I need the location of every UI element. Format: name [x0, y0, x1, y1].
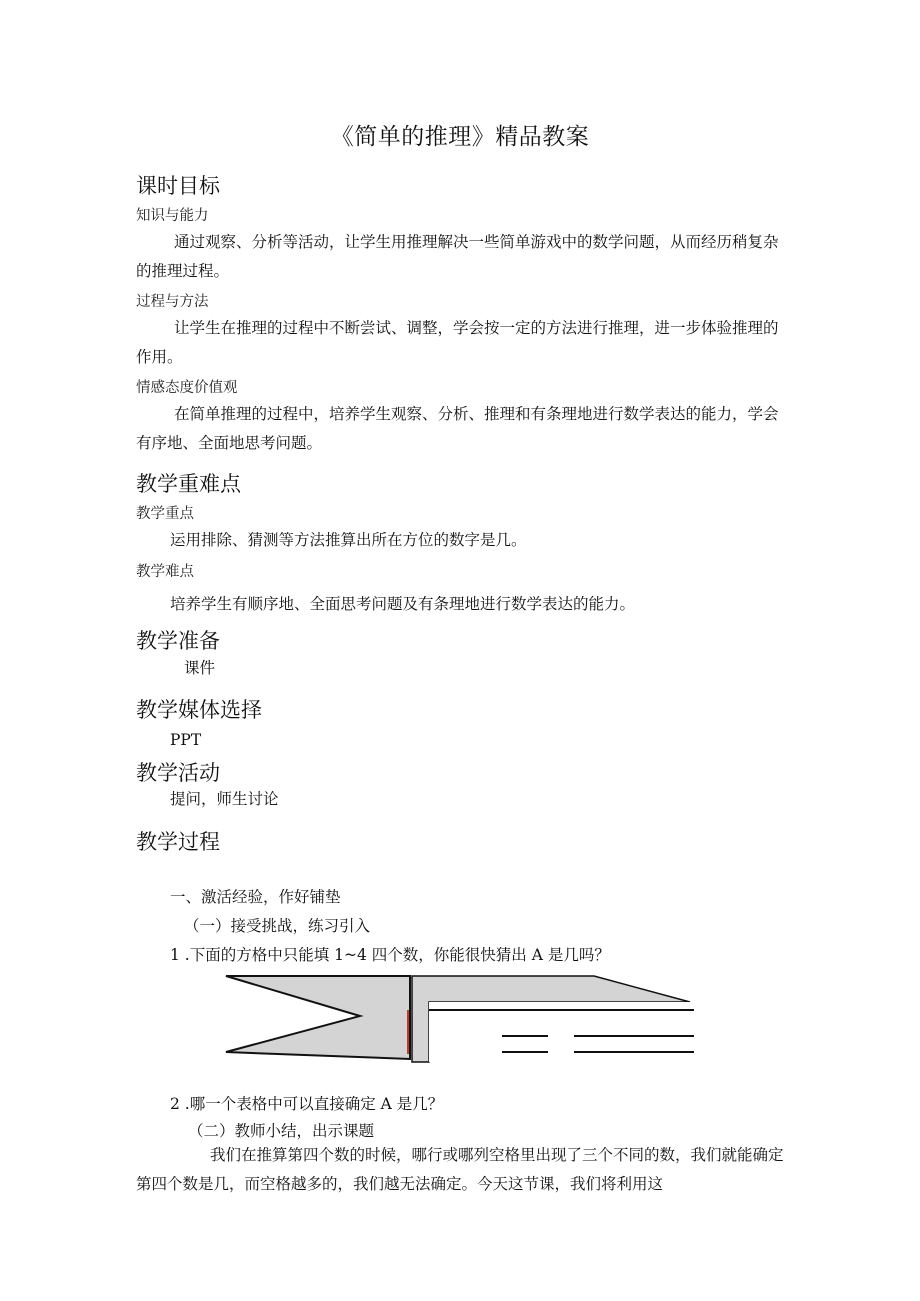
text-summary [136, 1141, 786, 1199]
text-key: 运用排除、猜测等方法推算出所在方位的数字是几。 [170, 531, 527, 549]
figure-left-shape [226, 976, 410, 1059]
heading-media: 教学媒体选择 [136, 698, 262, 722]
text-step1: 一、激活经验，作好铺垫 [170, 888, 341, 906]
text-question-1: 1 .下面的方格中只能填 1~4 四个数，你能很快猜出 A 是几吗？ [170, 946, 610, 964]
text-step2-sub: （二）教师小结，出示课题 [188, 1122, 375, 1140]
label-difficulty: 教学难点 [136, 564, 194, 580]
label-knowledge: 知识与能力 [136, 208, 209, 224]
document-title: 《简单的推理》精品教案 [330, 124, 590, 150]
heading-goals: 课时目标 [136, 174, 220, 198]
text-prep: 课件 [184, 659, 216, 677]
text-process-content: 让学生在推理的过程中不断尝试、调整，学会按一定的方法进行推理，进一步体验推理的作用。 [136, 319, 779, 366]
text-summary-content: 我们在推算第四个数的时候，哪行或哪列空格里出现了三个不同的数，我们就能确定第四个数是几，而空格越多的，我们越无法确定。今天这节课，我们将利用这 [136, 1146, 784, 1193]
text-knowledge [136, 228, 786, 286]
puzzle-figure [224, 972, 696, 1068]
heading-prep: 教学准备 [136, 629, 220, 653]
text-step1-sub: （一）接受挑战，练习引入 [184, 917, 371, 935]
text-question-2: 2 .哪一个表格中可以直接确定 A 是几？ [170, 1095, 444, 1113]
heading-activity: 教学活动 [136, 761, 220, 785]
label-key: 教学重点 [136, 506, 194, 522]
label-process: 过程与方法 [136, 294, 209, 310]
heading-process: 教学过程 [136, 830, 220, 854]
text-difficulty: 培养学生有顺序地、全面思考问题及有条理地进行数学表达的能力。 [170, 595, 636, 613]
text-media: PPT [170, 731, 202, 749]
text-emotion [136, 400, 786, 458]
broken-grid-figure-icon [224, 972, 696, 1064]
heading-keypoints: 教学重难点 [136, 472, 241, 496]
text-activity: 提问，师生讨论 [170, 790, 279, 808]
text-process [136, 314, 786, 372]
text-knowledge-content: 通过观察、分析等活动，让学生用推理解决一些简单游戏中的数学问题，从而经历稍复杂的推理过程。 [136, 233, 779, 280]
label-emotion: 情感态度价值观 [136, 380, 238, 396]
text-emotion-content: 在简单推理的过程中，培养学生观察、分析、推理和有条理地进行数学表达的能力，学会有序地、全面地思考问题。 [136, 405, 779, 452]
